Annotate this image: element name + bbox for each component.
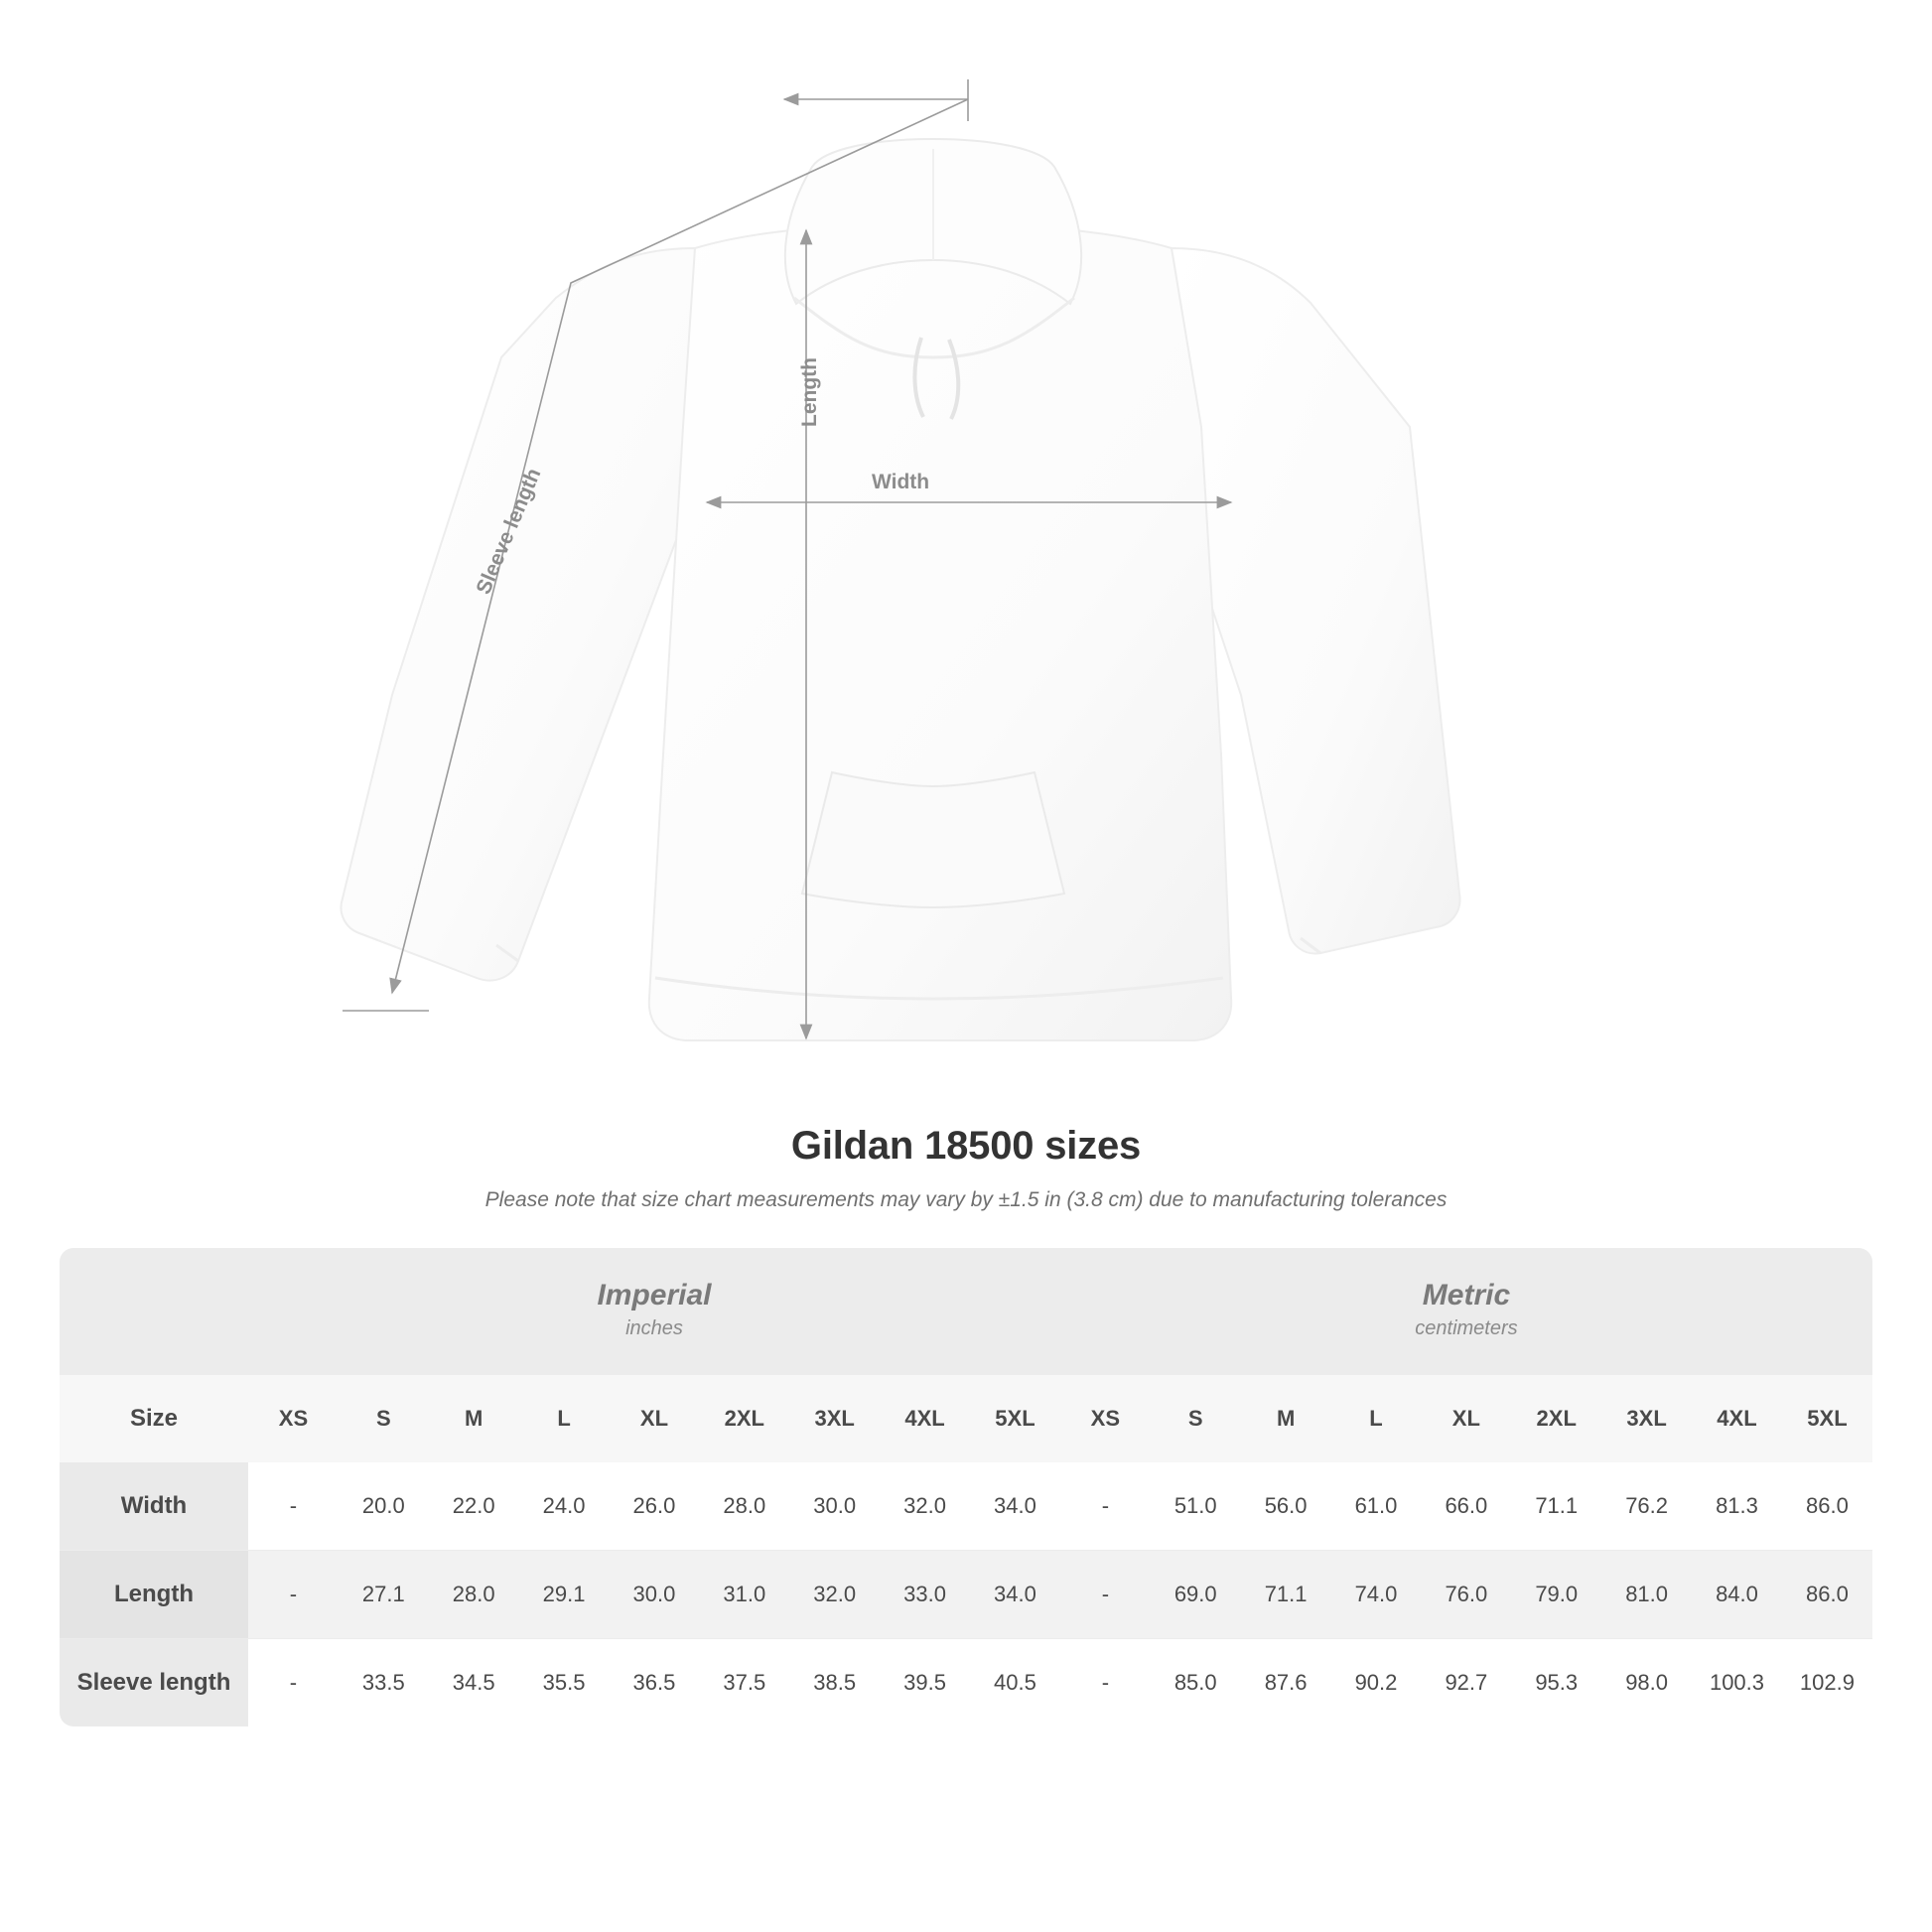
label-width: Width	[872, 471, 930, 493]
cell-width-imperial-3xl: 30.0	[789, 1462, 880, 1551]
cell-length-metric-2xl: 79.0	[1511, 1551, 1601, 1639]
cell-sleeve-length-imperial-xl: 36.5	[632, 1670, 676, 1695]
cell-sleeve-length-metric-xs: -	[1101, 1670, 1110, 1695]
unit-header-imperial	[248, 1248, 1060, 1375]
cell-sleeve-length-metric-5xl: 102.9	[1799, 1670, 1855, 1695]
table-row	[60, 1551, 1872, 1639]
unit-sub-metric: centimeters	[1415, 1317, 1518, 1340]
row-label-width: Width	[60, 1462, 248, 1551]
size-column-label: Size	[129, 1405, 179, 1432]
size-header-imperial-4xl: 4XL	[904, 1406, 945, 1431]
cell-width-metric-5xl: 86.0	[1782, 1462, 1872, 1551]
cell-length-metric-4xl: 84.0	[1692, 1551, 1782, 1639]
size-table-body	[60, 1462, 1872, 1726]
cell-width-metric-xs: -	[1060, 1462, 1151, 1551]
size-header-imperial-m: M	[465, 1406, 483, 1431]
cell-length-metric-xl: 76.0	[1421, 1551, 1511, 1639]
row-label-sleeve-length: Sleeve length	[60, 1639, 248, 1727]
size-header-imperial-3xl: 3XL	[814, 1406, 855, 1431]
cell-width-imperial-s: 20.0	[339, 1462, 429, 1551]
table-row	[60, 1639, 1872, 1727]
size-header-metric-l: L	[1369, 1406, 1383, 1431]
unit-header-metric	[1060, 1248, 1872, 1375]
cell-sleeve-length-metric-2xl: 95.3	[1535, 1670, 1579, 1695]
cell-length-metric-3xl: 81.0	[1601, 1551, 1692, 1639]
size-header-imperial-xl: XL	[639, 1406, 669, 1431]
cell-length-imperial-2xl: 31.0	[699, 1551, 789, 1639]
cell-width-imperial-2xl: 28.0	[699, 1462, 789, 1551]
size-header-metric-s: S	[1187, 1406, 1203, 1431]
cell-length-imperial-xs: -	[248, 1551, 339, 1639]
cell-width-metric-xl: 66.0	[1421, 1462, 1511, 1551]
cell-sleeve-length-imperial-4xl: 39.5	[903, 1670, 946, 1695]
size-header-imperial-2xl: 2XL	[724, 1406, 764, 1431]
cell-sleeve-length-metric-l: 90.2	[1354, 1670, 1398, 1695]
cell-sleeve-length-imperial-xs: -	[289, 1670, 298, 1695]
label-length: Length	[798, 357, 821, 427]
cell-width-imperial-xl: 26.0	[610, 1462, 700, 1551]
cell-width-imperial-xs: -	[248, 1462, 339, 1551]
size-header-imperial-l: L	[557, 1406, 571, 1431]
size-header-imperial-s: S	[375, 1406, 391, 1431]
size-header-metric-5xl: 5XL	[1807, 1406, 1848, 1431]
size-header-imperial-5xl: 5XL	[995, 1406, 1035, 1431]
cell-sleeve-length-imperial-l: 35.5	[542, 1670, 586, 1695]
page-title: Gildan 18500 sizes	[790, 1124, 1142, 1168]
cell-length-imperial-m: 28.0	[429, 1551, 519, 1639]
unit-sub-imperial: inches	[625, 1317, 683, 1340]
table-row	[60, 1462, 1872, 1551]
cell-length-imperial-3xl: 32.0	[789, 1551, 880, 1639]
cell-length-metric-m: 71.1	[1241, 1551, 1331, 1639]
cell-length-metric-s: 69.0	[1151, 1551, 1241, 1639]
cell-length-imperial-s: 27.1	[339, 1551, 429, 1639]
cell-width-metric-s: 51.0	[1151, 1462, 1241, 1551]
cell-length-metric-xs: -	[1060, 1551, 1151, 1639]
size-header-metric-4xl: 4XL	[1717, 1406, 1757, 1431]
cell-sleeve-length-imperial-3xl: 38.5	[813, 1670, 857, 1695]
cell-width-metric-l: 61.0	[1331, 1462, 1422, 1551]
cell-width-imperial-l: 24.0	[519, 1462, 610, 1551]
size-header-row	[60, 1375, 1872, 1462]
size-header-metric-3xl: 3XL	[1626, 1406, 1667, 1431]
size-header-imperial-xs: XS	[278, 1406, 309, 1431]
size-header-metric-m: M	[1276, 1406, 1296, 1431]
cell-length-imperial-xl: 30.0	[610, 1551, 700, 1639]
unit-header-spacer	[60, 1248, 248, 1375]
cell-length-metric-5xl: 86.0	[1782, 1551, 1872, 1639]
size-header-metric-xs: XS	[1090, 1406, 1121, 1431]
cell-sleeve-length-metric-s: 85.0	[1173, 1670, 1217, 1695]
cell-sleeve-length-metric-4xl: 100.3	[1709, 1670, 1765, 1695]
unit-name-metric: Metric	[1422, 1278, 1511, 1311]
cell-width-imperial-m: 22.0	[429, 1462, 519, 1551]
cell-sleeve-length-imperial-5xl: 40.5	[994, 1670, 1036, 1695]
cell-width-metric-m: 56.0	[1241, 1462, 1331, 1551]
cell-sleeve-length-metric-xl: 92.7	[1445, 1670, 1488, 1695]
cell-width-imperial-4xl: 32.0	[880, 1462, 970, 1551]
cell-width-metric-2xl: 71.1	[1511, 1462, 1601, 1551]
cell-sleeve-length-imperial-s: 33.5	[361, 1670, 405, 1695]
row-label-length: Length	[60, 1551, 248, 1639]
cell-width-metric-4xl: 81.3	[1692, 1462, 1782, 1551]
title-block	[0, 1124, 1932, 1212]
cell-width-imperial-5xl: 34.0	[970, 1462, 1060, 1551]
label-sleeve-length: Sleeve length	[472, 465, 546, 598]
size-header-metric-2xl: 2XL	[1536, 1406, 1577, 1431]
unit-name-imperial: Imperial	[597, 1278, 712, 1311]
size-table-wrap	[60, 1248, 1872, 1726]
tolerance-note: Please note that size chart measurements may vary by ±1.5 in (3.8 cm) due to manufacturing tolerances	[484, 1188, 1448, 1211]
cell-sleeve-length-imperial-2xl: 37.5	[723, 1670, 766, 1695]
cell-length-imperial-4xl: 33.0	[880, 1551, 970, 1639]
cell-width-metric-3xl: 76.2	[1601, 1462, 1692, 1551]
cell-length-imperial-5xl: 34.0	[970, 1551, 1060, 1639]
unit-header-row	[60, 1248, 1872, 1375]
cell-length-imperial-l: 29.1	[519, 1551, 610, 1639]
size-table	[60, 1248, 1872, 1726]
size-header-metric-xl: XL	[1451, 1406, 1480, 1431]
cell-sleeve-length-metric-3xl: 98.0	[1625, 1670, 1669, 1695]
cell-length-metric-l: 74.0	[1331, 1551, 1422, 1639]
cell-sleeve-length-imperial-m: 34.5	[452, 1670, 495, 1695]
hoodie-graphic	[342, 139, 1460, 1040]
cell-sleeve-length-metric-m: 87.6	[1264, 1670, 1308, 1695]
